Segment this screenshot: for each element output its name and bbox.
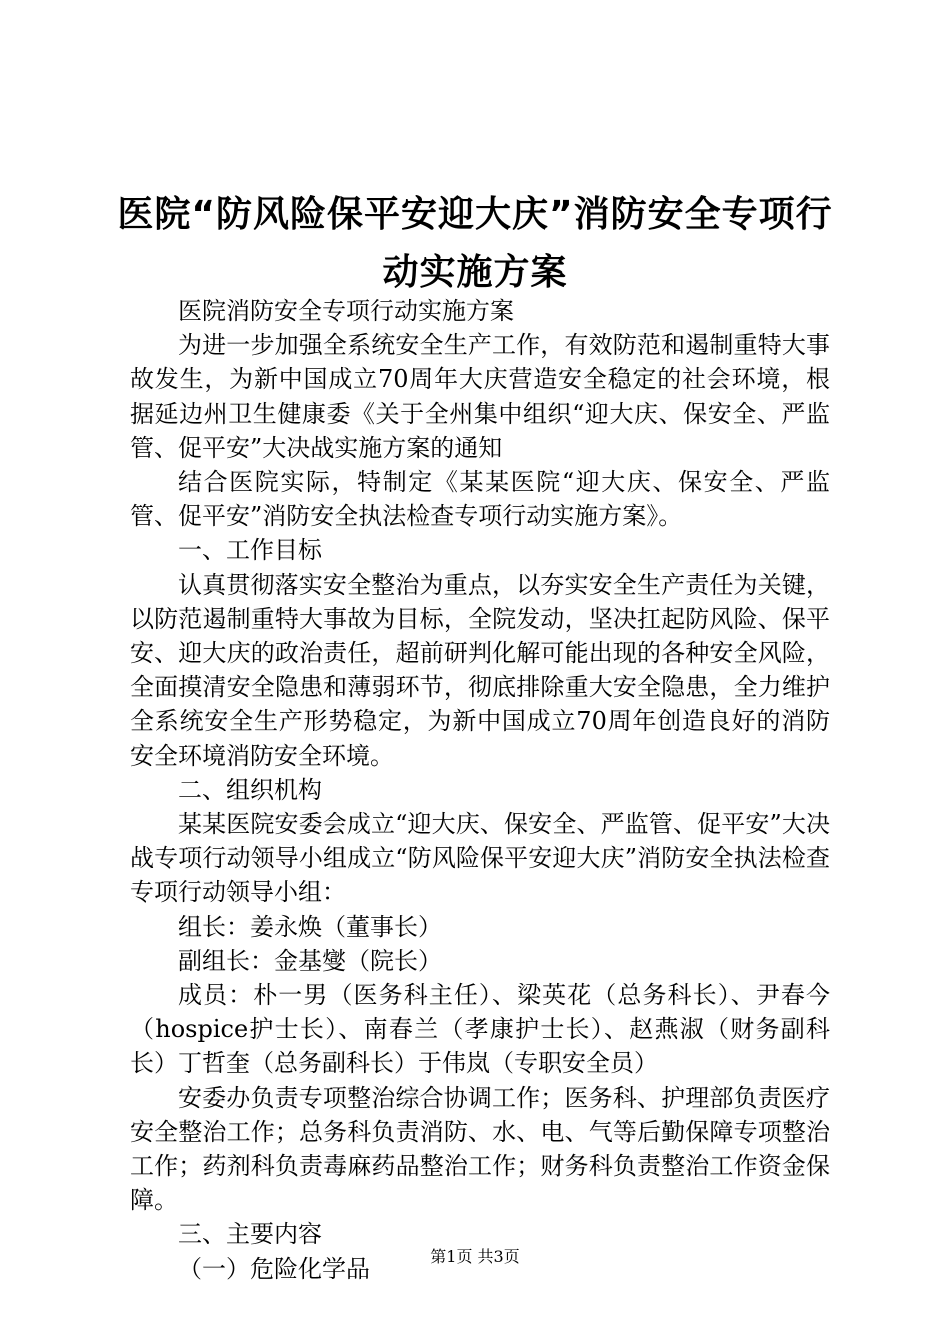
document-title-line2: 动实施方案 [382,252,568,293]
paragraph-deputy-leader: 副组长：金基燮（院长） [178,946,442,975]
heading-organization: 二、组织机构 [178,775,322,804]
paragraph-subtitle: 医院消防安全专项行动实施方案 [178,297,514,325]
paragraph-plan: 结合医院实际，特制定《某某医院“迎大庆、保安全、严监管、促平安”消防安全执法检查专项行动实施方案》。 [130,468,830,531]
heading-hazardous-chemicals: （一）危险化学品 [178,1254,370,1283]
paragraph-organization: 某某医院安委会成立“迎大庆、保安全、严监管、促平安”大决战专项行动领导小组成立“防风险保平安迎大庆”消防安全执法检查专项行动领导小组： [130,810,830,907]
document-title-line1: 医院“防风险保平安迎大庆”消防安全专项行 [117,194,833,235]
paragraph-responsibilities: 安委办负责专项整治综合协调工作；医务科、护理部负责医疗安全整治工作；总务科负责消防、水、电、气等后勤保障专项整治工作；药剂科负责毒麻药品整治工作；财务科负责整治工作资金保障。 [130,1083,830,1215]
paragraph-goals: 认真贯彻落实安全整治为重点，以夯实安全生产责任为关键，以防范遏制重特大事故为目标，全院发动，坚决扛起防风险、保平安、迎大庆的政治责任，超前研判化解可能出现的各种安全风险，全面摸清安全隐患和薄弱环节，彻底排除重大安全隐患，全力维护全系统安全生产形势稳定，为新中国成立70周年创造良好的消防安全环境消防安全环境。 [130,570,830,770]
document-body [130,294,830,1286]
paragraph-members: 成员：朴一男（医务科主任）、梁英花（总务科长）、尹春今（hospice护士长）、南春兰（孝康护士长）、赵燕淑（财务副科长）丁哲奎（总务副科长）于伟岚（专职安全员） [130,981,830,1078]
heading-main-content: 三、主要内容 [178,1220,322,1249]
paragraph-intro: 为进一步加强全系统安全生产工作，有效防范和遏制重特大事故发生，为新中国成立70周年大庆营造安全稳定的社会环境，根据延边州卫生健康委《关于全州集中组织“迎大庆、保安全、严监管、促平安”大决战实施方案的通知 [130,331,830,462]
paragraph-leader: 组长：姜永焕（董事长） [178,912,442,941]
page-footer: 第1页 共3页 [430,1247,520,1266]
heading-goals: 一、工作目标 [178,536,322,565]
